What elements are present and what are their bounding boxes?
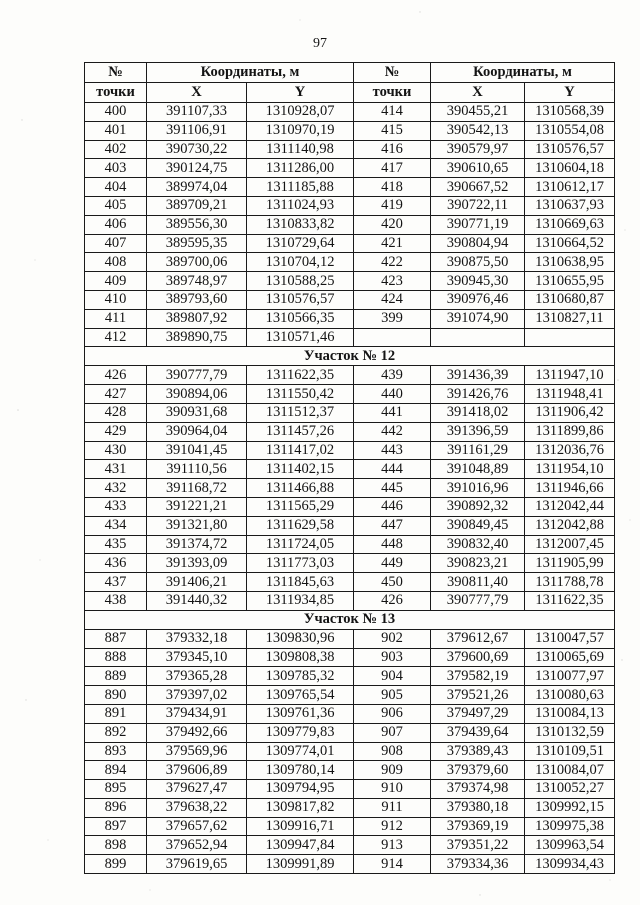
cell-x-left: 390124,75 [147,159,247,178]
table-row [85,196,615,215]
table-row [85,272,615,291]
cell-y-left: 1309765,54 [247,686,354,705]
section-title: Участок № 12 [85,347,615,366]
table-row [85,817,615,836]
table-row [85,422,615,441]
cell-point-right: 414 [354,103,431,122]
cell-x-right: 379497,29 [431,704,525,723]
cell-y-left: 1311512,37 [247,403,354,422]
cell-point-left: 894 [85,761,147,780]
cell-x-left: 389793,60 [147,290,247,309]
point-number-header-right [354,63,431,83]
cell-x-left: 379365,28 [147,667,247,686]
cell-y-right: 1310052,27 [525,780,615,799]
table-row [85,591,615,610]
cell-x-right [431,328,525,347]
cell-x-right: 390777,79 [431,591,525,610]
cell-x-left: 379332,18 [147,629,247,648]
cell-y-left: 1310704,12 [247,253,354,272]
cell-y-left: 1311185,88 [247,178,354,197]
cell-y-right: 1310612,17 [525,178,615,197]
cell-point-right: 903 [354,648,431,667]
cell-point-right: 902 [354,629,431,648]
cell-x-right: 390771,19 [431,215,525,234]
cell-point-right: 450 [354,573,431,592]
cell-y-right: 1310568,39 [525,103,615,122]
cell-x-left: 379606,89 [147,761,247,780]
cell-x-left: 379492,66 [147,723,247,742]
cell-x-left: 390894,06 [147,385,247,404]
cell-point-right: 447 [354,516,431,535]
table-row [85,460,615,479]
y-header-right: Y [525,83,615,103]
point-word-header-right: точки [354,83,431,103]
cell-point-right: 423 [354,272,431,291]
cell-x-right: 390849,45 [431,516,525,535]
section-title: Участок № 13 [85,610,615,629]
cell-point-right: 426 [354,591,431,610]
y-header: Y [247,83,354,103]
cell-x-right: 379521,26 [431,686,525,705]
cell-x-left: 379652,94 [147,836,247,855]
cell-y-left: 1310566,35 [247,309,354,328]
table-body [85,103,615,874]
cell-point-left: 431 [85,460,147,479]
cell-point-right: 905 [354,686,431,705]
point-number-label: № [108,64,123,80]
cell-point-left: 405 [85,196,147,215]
coordinates-table [84,62,615,874]
cell-point-right: 417 [354,159,431,178]
cell-point-right: 439 [354,366,431,385]
cell-x-left: 391106,91 [147,121,247,140]
cell-point-left: 410 [85,290,147,309]
cell-point-left: 428 [85,403,147,422]
cell-x-right: 390804,94 [431,234,525,253]
cell-y-right: 1312007,45 [525,535,615,554]
cell-x-left: 390730,22 [147,140,247,159]
cell-x-right: 390823,21 [431,554,525,573]
cell-x-left: 391440,32 [147,591,247,610]
cell-y-right: 1310084,13 [525,704,615,723]
table-row [85,497,615,516]
cell-y-right: 1310554,08 [525,121,615,140]
cell-y-right: 1312042,88 [525,516,615,535]
table-row [85,573,615,592]
cell-y-right: 1311954,10 [525,460,615,479]
cell-point-left: 407 [85,234,147,253]
cell-y-left: 1311417,02 [247,441,354,460]
table-row [85,234,615,253]
cell-point-left: 412 [85,328,147,347]
cell-x-left: 379434,91 [147,704,247,723]
cell-y-left: 1311024,93 [247,196,354,215]
cell-point-right: 909 [354,761,431,780]
table-row [85,103,615,122]
table-row [85,723,615,742]
cell-point-right: 421 [354,234,431,253]
table-row [85,159,615,178]
cell-point-left: 411 [85,309,147,328]
table-row [85,704,615,723]
table-row [85,403,615,422]
cell-y-right: 1311948,41 [525,385,615,404]
cell-x-right: 379600,69 [431,648,525,667]
cell-x-right: 379369,19 [431,817,525,836]
cell-x-left: 391110,56 [147,460,247,479]
cell-x-right: 390455,21 [431,103,525,122]
cell-y-right: 1310680,87 [525,290,615,309]
cell-point-right: 911 [354,798,431,817]
page-number: 97 [313,36,327,51]
table-row [85,290,615,309]
cell-point-right: 399 [354,309,431,328]
point-number-header [85,63,147,83]
cell-y-left: 1310576,57 [247,290,354,309]
cell-y-right: 1311905,99 [525,554,615,573]
cell-y-right: 1310047,57 [525,629,615,648]
table-header [85,63,615,103]
cell-x-left: 391041,45 [147,441,247,460]
cell-y-right: 1310080,63 [525,686,615,705]
cell-y-right: 1311622,35 [525,591,615,610]
cell-point-right: 422 [354,253,431,272]
cell-y-right: 1311899,86 [525,422,615,441]
cell-point-right: 419 [354,196,431,215]
cell-x-right: 390610,65 [431,159,525,178]
cell-x-left: 391107,33 [147,103,247,122]
table-row [85,253,615,272]
cell-y-left: 1311629,58 [247,516,354,535]
cell-x-left: 391393,09 [147,554,247,573]
cell-y-left: 1309774,01 [247,742,354,761]
cell-point-right: 442 [354,422,431,441]
cell-x-left: 379657,62 [147,817,247,836]
cell-point-left: 403 [85,159,147,178]
cell-point-left: 888 [85,648,147,667]
cell-x-left: 389595,35 [147,234,247,253]
cell-point-left: 408 [85,253,147,272]
cell-x-left: 379345,10 [147,648,247,667]
cell-point-right: 415 [354,121,431,140]
cell-y-left: 1311773,03 [247,554,354,573]
cell-point-right: 906 [354,704,431,723]
cell-x-left: 379397,02 [147,686,247,705]
table-row [85,178,615,197]
cell-x-right: 390542,13 [431,121,525,140]
cell-x-right: 379612,67 [431,629,525,648]
cell-x-left: 391168,72 [147,479,247,498]
cell-point-right: 444 [354,460,431,479]
cell-point-right: 441 [354,403,431,422]
cell-x-right: 379351,22 [431,836,525,855]
cell-y-right: 1312042,44 [525,497,615,516]
cell-x-right: 390875,50 [431,253,525,272]
cell-x-right: 379582,19 [431,667,525,686]
cell-x-right: 379379,60 [431,761,525,780]
cell-x-left: 390931,68 [147,403,247,422]
cell-x-right: 390667,52 [431,178,525,197]
cell-x-left: 379569,96 [147,742,247,761]
cell-point-left: 402 [85,140,147,159]
table-row [85,667,615,686]
cell-y-right: 1310638,95 [525,253,615,272]
cell-point-left: 899 [85,855,147,874]
cell-point-left: 898 [85,836,147,855]
cell-y-left: 1311140,98 [247,140,354,159]
cell-x-left: 389890,75 [147,328,247,347]
cell-y-right: 1310669,63 [525,215,615,234]
table-row [85,479,615,498]
cell-point-left: 889 [85,667,147,686]
table-row [85,309,615,328]
cell-point-left: 892 [85,723,147,742]
cell-x-right: 391016,96 [431,479,525,498]
cell-x-right: 379389,43 [431,742,525,761]
cell-y-left: 1311466,88 [247,479,354,498]
cell-y-right [525,328,615,347]
cell-x-left: 389709,21 [147,196,247,215]
section-header-row [85,610,615,629]
cell-y-left: 1311845,63 [247,573,354,592]
table-row [85,798,615,817]
cell-point-left: 404 [85,178,147,197]
cell-x-left: 389556,30 [147,215,247,234]
cell-point-right: 914 [354,855,431,874]
cell-point-right: 443 [354,441,431,460]
cell-y-left: 1309817,82 [247,798,354,817]
table-row [85,140,615,159]
cell-x-left: 379619,65 [147,855,247,874]
table-row [85,761,615,780]
cell-y-right: 1309934,43 [525,855,615,874]
cell-y-right: 1310109,51 [525,742,615,761]
cell-x-right: 391074,90 [431,309,525,328]
cell-x-left: 391321,80 [147,516,247,535]
cell-y-right: 1310576,57 [525,140,615,159]
x-header-right: X [431,83,525,103]
cell-y-left: 1309779,83 [247,723,354,742]
cell-point-right: 448 [354,535,431,554]
cell-point-right: 440 [354,385,431,404]
cell-x-right: 390976,46 [431,290,525,309]
cell-point-left: 429 [85,422,147,441]
cell-y-left: 1309785,32 [247,667,354,686]
cell-x-right: 379439,64 [431,723,525,742]
table-row [85,780,615,799]
cell-point-left: 891 [85,704,147,723]
cell-y-left: 1309991,89 [247,855,354,874]
cell-x-left: 391221,21 [147,497,247,516]
cell-y-left: 1309916,71 [247,817,354,836]
cell-point-right: 445 [354,479,431,498]
table-row [85,121,615,140]
cell-y-left: 1311457,26 [247,422,354,441]
cell-y-left: 1310571,46 [247,328,354,347]
cell-point-left: 893 [85,742,147,761]
point-number-label: № [384,64,400,80]
cell-point-left: 436 [85,554,147,573]
table-row [85,629,615,648]
cell-y-right: 1311906,42 [525,403,615,422]
section-header-row [85,347,615,366]
table-row [85,836,615,855]
cell-point-left: 427 [85,385,147,404]
cell-point-right: 908 [354,742,431,761]
cell-point-right: 418 [354,178,431,197]
cell-point-right [354,328,431,347]
table-row [85,441,615,460]
cell-point-left: 897 [85,817,147,836]
table-row [85,855,615,874]
cell-y-left: 1311565,29 [247,497,354,516]
table-row [85,328,615,347]
cell-x-left: 389700,06 [147,253,247,272]
cell-y-right: 1310132,59 [525,723,615,742]
cell-x-left: 379638,22 [147,798,247,817]
cell-y-left: 1311622,35 [247,366,354,385]
cell-x-left: 391374,72 [147,535,247,554]
cell-x-right: 390945,30 [431,272,525,291]
cell-x-right: 379380,18 [431,798,525,817]
table-row [85,554,615,573]
cell-y-right: 1310084,07 [525,761,615,780]
cell-x-right: 391396,59 [431,422,525,441]
cell-point-right: 446 [354,497,431,516]
table-row [85,686,615,705]
cell-y-left: 1309947,84 [247,836,354,855]
cell-x-right: 379374,98 [431,780,525,799]
cell-y-right: 1309975,38 [525,817,615,836]
point-word-header: точки [85,83,147,103]
table-row [85,385,615,404]
cell-y-left: 1311724,05 [247,535,354,554]
cell-point-left: 409 [85,272,147,291]
cell-y-left: 1310928,07 [247,103,354,122]
cell-point-left: 437 [85,573,147,592]
cell-y-right: 1310664,52 [525,234,615,253]
cell-y-right: 1310077,97 [525,667,615,686]
cell-y-right: 1309992,15 [525,798,615,817]
table-row [85,215,615,234]
coordinates-header-right: Координаты, м [431,63,615,83]
cell-point-left: 400 [85,103,147,122]
cell-y-right: 1310604,18 [525,159,615,178]
table-row [85,535,615,554]
x-header: X [147,83,247,103]
table-row [85,366,615,385]
cell-y-left: 1310729,64 [247,234,354,253]
cell-point-left: 887 [85,629,147,648]
cell-point-right: 449 [354,554,431,573]
cell-point-left: 433 [85,497,147,516]
cell-x-right: 391436,39 [431,366,525,385]
cell-y-right: 1311788,78 [525,573,615,592]
cell-y-left: 1311934,85 [247,591,354,610]
cell-y-right: 1309963,54 [525,836,615,855]
table-row [85,516,615,535]
coordinates-header: Координаты, м [147,63,354,83]
cell-x-left: 391406,21 [147,573,247,592]
cell-point-left: 434 [85,516,147,535]
cell-y-right: 1310637,93 [525,196,615,215]
cell-x-left: 390777,79 [147,366,247,385]
cell-x-right: 379334,36 [431,855,525,874]
cell-y-left: 1310970,19 [247,121,354,140]
table-row [85,742,615,761]
cell-y-left: 1310833,82 [247,215,354,234]
cell-x-right: 391161,29 [431,441,525,460]
cell-x-right: 390579,97 [431,140,525,159]
cell-point-right: 416 [354,140,431,159]
cell-x-right: 391048,89 [431,460,525,479]
cell-point-left: 406 [85,215,147,234]
cell-point-left: 438 [85,591,147,610]
cell-x-right: 391418,02 [431,403,525,422]
cell-x-left: 389974,04 [147,178,247,197]
cell-y-left: 1311550,42 [247,385,354,404]
cell-y-right: 1311946,66 [525,479,615,498]
cell-point-left: 426 [85,366,147,385]
cell-y-left: 1309794,95 [247,780,354,799]
cell-x-left: 389748,97 [147,272,247,291]
cell-point-left: 432 [85,479,147,498]
cell-point-right: 904 [354,667,431,686]
cell-y-left: 1309780,14 [247,761,354,780]
table-row [85,648,615,667]
cell-x-right: 390722,11 [431,196,525,215]
cell-point-left: 890 [85,686,147,705]
cell-x-left: 390964,04 [147,422,247,441]
cell-point-left: 401 [85,121,147,140]
cell-y-right: 1310655,95 [525,272,615,291]
cell-y-left: 1311402,15 [247,460,354,479]
cell-point-right: 912 [354,817,431,836]
cell-y-left: 1309761,36 [247,704,354,723]
cell-y-right: 1311947,10 [525,366,615,385]
cell-x-right: 390892,32 [431,497,525,516]
cell-point-left: 896 [85,798,147,817]
cell-y-right: 1310065,69 [525,648,615,667]
cell-y-left: 1309830,96 [247,629,354,648]
cell-point-right: 910 [354,780,431,799]
cell-y-right: 1312036,76 [525,441,615,460]
cell-y-left: 1309808,38 [247,648,354,667]
cell-point-right: 913 [354,836,431,855]
cell-point-left: 895 [85,780,147,799]
cell-x-left: 379627,47 [147,780,247,799]
cell-x-left: 389807,92 [147,309,247,328]
cell-y-left: 1311286,00 [247,159,354,178]
cell-point-left: 430 [85,441,147,460]
cell-point-right: 424 [354,290,431,309]
cell-y-right: 1310827,11 [525,309,615,328]
cell-x-right: 391426,76 [431,385,525,404]
cell-point-right: 420 [354,215,431,234]
cell-y-left: 1310588,25 [247,272,354,291]
cell-point-right: 907 [354,723,431,742]
cell-point-left: 435 [85,535,147,554]
cell-x-right: 390811,40 [431,573,525,592]
cell-x-right: 390832,40 [431,535,525,554]
